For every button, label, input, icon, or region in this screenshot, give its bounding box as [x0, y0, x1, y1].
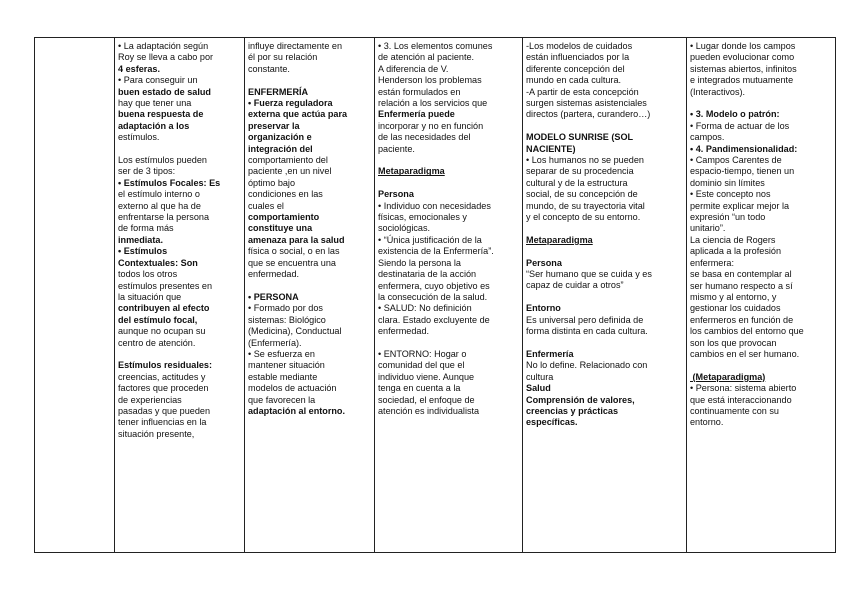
blank-line — [526, 246, 684, 257]
text-line: entorno. — [690, 417, 724, 428]
text-line: separar de su procedencia — [526, 166, 634, 177]
text-line: creencias, actitudes y — [118, 371, 206, 382]
text-line: • Formado por dos — [248, 303, 323, 314]
text-line: unitario”. — [690, 223, 726, 234]
cell-roy-adaptation — [118, 41, 242, 440]
cell-henderson-metaparadigm — [378, 41, 520, 417]
text-line: el estímulo interno o — [118, 189, 200, 200]
text-line: • Forma de actuar de los — [690, 120, 790, 131]
section-heading: Metaparadigma — [378, 166, 445, 177]
column-divider — [835, 38, 836, 552]
text-line: • ENTORNO: Hogar o — [378, 348, 467, 359]
text-line: relación a los servicios que — [378, 98, 488, 109]
text-line: buen estado de salud — [118, 86, 211, 97]
blank-line — [378, 178, 520, 189]
text-line: situación presente, — [118, 428, 195, 439]
text-line: mundo, de su trayectoria vital — [526, 200, 645, 211]
text-line: estable mediante — [248, 371, 318, 382]
text-line: contribuyen al efecto — [118, 303, 210, 314]
text-line: • Individuo con necesidades — [378, 200, 491, 211]
column-divider — [114, 38, 115, 552]
section-heading: • 4. Pandimensionalidad: — [690, 143, 798, 154]
text-line: “Ser humano que se cuida y es — [526, 269, 652, 280]
text-line: No lo define. Relacionado con — [526, 360, 648, 371]
text-line: • Fuerza reguladora — [248, 98, 333, 109]
text-line: comportamiento — [248, 212, 320, 223]
text-line: Es universal pero definida de — [526, 314, 644, 325]
text-line: que se encuentra una — [248, 257, 336, 268]
text-line: influye directamente en — [248, 41, 343, 51]
text-line: pueden evolucionar como — [690, 52, 795, 63]
section-heading: ENFERMERÍA — [248, 86, 309, 97]
section-heading: • 3. Modelo o patrón: — [690, 109, 780, 120]
text-line: La ciencia de Rogers — [690, 234, 776, 245]
text-line: (Interactivos). — [690, 86, 746, 97]
text-line: incorporar y no en función — [378, 120, 484, 131]
blank-line — [378, 338, 520, 349]
blank-line — [378, 155, 520, 166]
text-line: se basa en contemplar al — [690, 269, 792, 280]
text-line: • Campos Carentes de — [690, 155, 782, 166]
text-line: organización e — [248, 132, 312, 143]
text-line: enfermeros en función de — [690, 314, 794, 325]
text-line: pasadas y que pueden — [118, 405, 211, 416]
blank-line — [526, 338, 684, 349]
text-line: cambios en el ser humano. — [690, 348, 800, 359]
text-line: comunidad del que el — [378, 360, 465, 371]
text-line: enfermera, cuyo objetivo es — [378, 280, 490, 291]
text-line: todos los otros — [118, 269, 178, 280]
text-line: espacio-tiempo, tienen un — [690, 166, 795, 177]
text-line: están influenciados por la — [526, 52, 630, 63]
column-divider — [686, 38, 687, 552]
text-line: de las necesidades del — [378, 132, 471, 143]
cell-rogers-model — [690, 41, 834, 429]
text-line: -A partir de esta concepción — [526, 86, 639, 97]
blank-line — [248, 281, 372, 292]
text-line: de forma más — [118, 223, 174, 234]
text-line: atención es individualista — [378, 405, 480, 416]
text-line: sociedad, el enfoque de — [378, 394, 475, 405]
text-line: factores que proceden — [118, 383, 209, 394]
text-line: hay que tener una — [118, 98, 192, 109]
text-line: dominio sin límites — [690, 177, 765, 188]
blank-line — [690, 360, 834, 371]
text-line: Roy se lleva a cabo por — [118, 52, 214, 63]
blank-line — [248, 75, 372, 86]
text-line: mismo y al entorno, y — [690, 291, 777, 302]
text-line: cultura — [526, 371, 554, 382]
text-line: preservar la — [248, 120, 300, 131]
text-line: e integrados mutuamente — [690, 75, 794, 86]
column-divider — [244, 38, 245, 552]
text-line: enfermera: — [690, 257, 734, 268]
text-line: Comprensión de valores, — [526, 394, 635, 405]
text-line: -Los modelos de cuidados — [526, 41, 633, 51]
text-line: la consecución de la salud. — [378, 291, 488, 302]
text-line: específicas. — [526, 417, 578, 428]
text-line: 4 esferas. — [118, 63, 160, 74]
text-line: destinataria de la acción — [378, 269, 477, 280]
text-line: de atención al paciente. — [378, 52, 475, 63]
text-line: • Estímulos Focales: Es — [118, 177, 221, 188]
section-heading: Salud — [526, 383, 551, 394]
text-line: existencia de la Enfermería”. — [378, 246, 494, 257]
text-line: surgen sistemas asistenciales — [526, 98, 647, 109]
text-line: y el concepto de su entorno. — [526, 212, 641, 223]
text-line: Siendo la persona la — [378, 257, 461, 268]
text-line: sistemas: Biológico — [248, 314, 326, 325]
text-line: óptimo bajo — [248, 177, 296, 188]
text-line: capaz de cuidar a otros” — [526, 280, 624, 291]
text-line: la situación que — [118, 291, 182, 302]
text-line: • Persona: sistema abierto — [690, 383, 797, 394]
section-heading: (Metaparadigma) — [690, 371, 766, 382]
cell-sunrise-model — [526, 41, 684, 429]
section-heading: • PERSONA — [248, 291, 299, 302]
text-line: externo al que ha de — [118, 200, 201, 211]
text-line: clara. Estado excluyente de — [378, 314, 490, 325]
text-line: cuales el — [248, 200, 284, 211]
text-line: paciente. — [378, 143, 415, 154]
text-line: • SALUD: No definición — [378, 303, 472, 314]
blank-line — [526, 223, 684, 234]
text-line: inmediata. — [118, 234, 163, 245]
text-line: que favorecen la — [248, 394, 316, 405]
text-line: mantener situación — [248, 360, 325, 371]
text-line: ser humano respecto a sí — [690, 280, 793, 291]
section-heading: Entorno — [526, 303, 561, 314]
text-line: Los estímulos pueden — [118, 155, 207, 166]
text-line: • Los humanos no se pueden — [526, 155, 644, 166]
text-line: constante. — [248, 63, 290, 74]
text-line: enfrentarse la persona — [118, 212, 209, 223]
text-line: él por su relación — [248, 52, 318, 63]
text-line: • La adaptación según — [118, 41, 209, 51]
text-line: • Para conseguir un — [118, 75, 198, 86]
section-heading: Persona — [378, 189, 414, 200]
blank-line — [690, 98, 834, 109]
text-line: individuo viene. Aunque — [378, 371, 475, 382]
text-line: comportamiento del — [248, 155, 328, 166]
blank-line — [526, 292, 684, 303]
section-heading: Persona — [526, 257, 562, 268]
text-line: buena respuesta de — [118, 109, 204, 120]
text-line: campos. — [690, 132, 725, 143]
text-line: externa que actúa para — [248, 109, 348, 120]
text-line: continuamente con su — [690, 405, 779, 416]
content-table — [34, 37, 836, 553]
text-line: estímulos. — [118, 132, 160, 143]
text-line: son los que provocan — [690, 337, 777, 348]
text-line: • 3. Los elementos comunes — [378, 41, 493, 51]
text-line: diferente concepción del — [526, 63, 625, 74]
text-line: adaptación al entorno. — [248, 405, 346, 416]
section-heading: NACIENTE) — [526, 143, 576, 154]
text-line: centro de atención. — [118, 337, 196, 348]
text-line: física o social, o en las — [248, 246, 340, 257]
text-line: de experiencias — [118, 394, 182, 405]
section-heading: Enfermería — [526, 348, 574, 359]
text-line: enfermedad. — [248, 269, 300, 280]
text-line: ser de 3 tipos: — [118, 166, 176, 177]
text-line: del estímulo focal, — [118, 314, 198, 325]
text-line: constituye una — [248, 223, 313, 234]
text-line: cultural y de la estructura — [526, 177, 628, 188]
text-line: mundo en cada cultura. — [526, 75, 622, 86]
text-line: (Medicina), Conductual — [248, 326, 342, 337]
blank-line — [118, 144, 242, 155]
text-line: sociológicas. — [378, 223, 431, 234]
text-line: • Estímulos — [118, 246, 168, 257]
text-line: creencias y prácticas — [526, 405, 619, 416]
text-line: enfermedad. — [378, 326, 430, 337]
column-divider — [374, 38, 375, 552]
text-line: directos (partera, curandero…) — [526, 109, 651, 120]
text-line: Estímulos residuales: — [118, 360, 213, 371]
text-line: (Enfermería). — [248, 337, 302, 348]
text-line: forma distinta en cada cultura. — [526, 326, 648, 337]
column-divider — [34, 38, 35, 552]
text-line: paciente ,en un nivel — [248, 166, 332, 177]
text-line: permite explicar mejor la — [690, 200, 790, 211]
text-line: expresión “un todo — [690, 212, 766, 223]
section-heading: MODELO SUNRISE (SOL — [526, 132, 634, 143]
text-line: A diferencia de V. — [378, 63, 449, 74]
text-line: tener influencias en la — [118, 417, 207, 428]
text-line: Enfermería puede — [378, 109, 455, 120]
text-line: condiciones en las — [248, 189, 323, 200]
text-line: Henderson los problemas — [378, 75, 482, 86]
text-line: integración del — [248, 143, 313, 154]
text-line: adaptación a los — [118, 120, 190, 131]
text-line: estímulos presentes en — [118, 280, 213, 291]
text-line: tenga en cuenta a la — [378, 383, 461, 394]
blank-line — [118, 349, 242, 360]
text-line: modelos de actuación — [248, 383, 337, 394]
text-line: aunque no ocupan su — [118, 326, 206, 337]
cell-enfermeria-persona — [248, 41, 372, 417]
text-line: • Este concepto nos — [690, 189, 771, 200]
text-line: • Lugar donde los campos — [690, 41, 796, 51]
text-line: • “Única justificación de la — [378, 234, 482, 245]
text-line: que está interaccionando — [690, 394, 792, 405]
text-line: • Se esfuerza en — [248, 348, 315, 359]
column-divider — [522, 38, 523, 552]
text-line: los cambios del entorno que — [690, 326, 804, 337]
text-line: amenaza para la salud — [248, 234, 345, 245]
text-line: están formulados en — [378, 86, 461, 97]
text-line: social, de su concepción de — [526, 189, 638, 200]
text-line: aplicada a la profesión — [690, 246, 781, 257]
text-line: gestionar los cuidados — [690, 303, 781, 314]
text-line: sistemas abiertos, infinitos — [690, 63, 797, 74]
blank-line — [526, 121, 684, 132]
text-line: Contextuales: Son — [118, 257, 198, 268]
section-heading: Metaparadigma — [526, 234, 593, 245]
text-line: físicas, emocionales y — [378, 212, 467, 223]
